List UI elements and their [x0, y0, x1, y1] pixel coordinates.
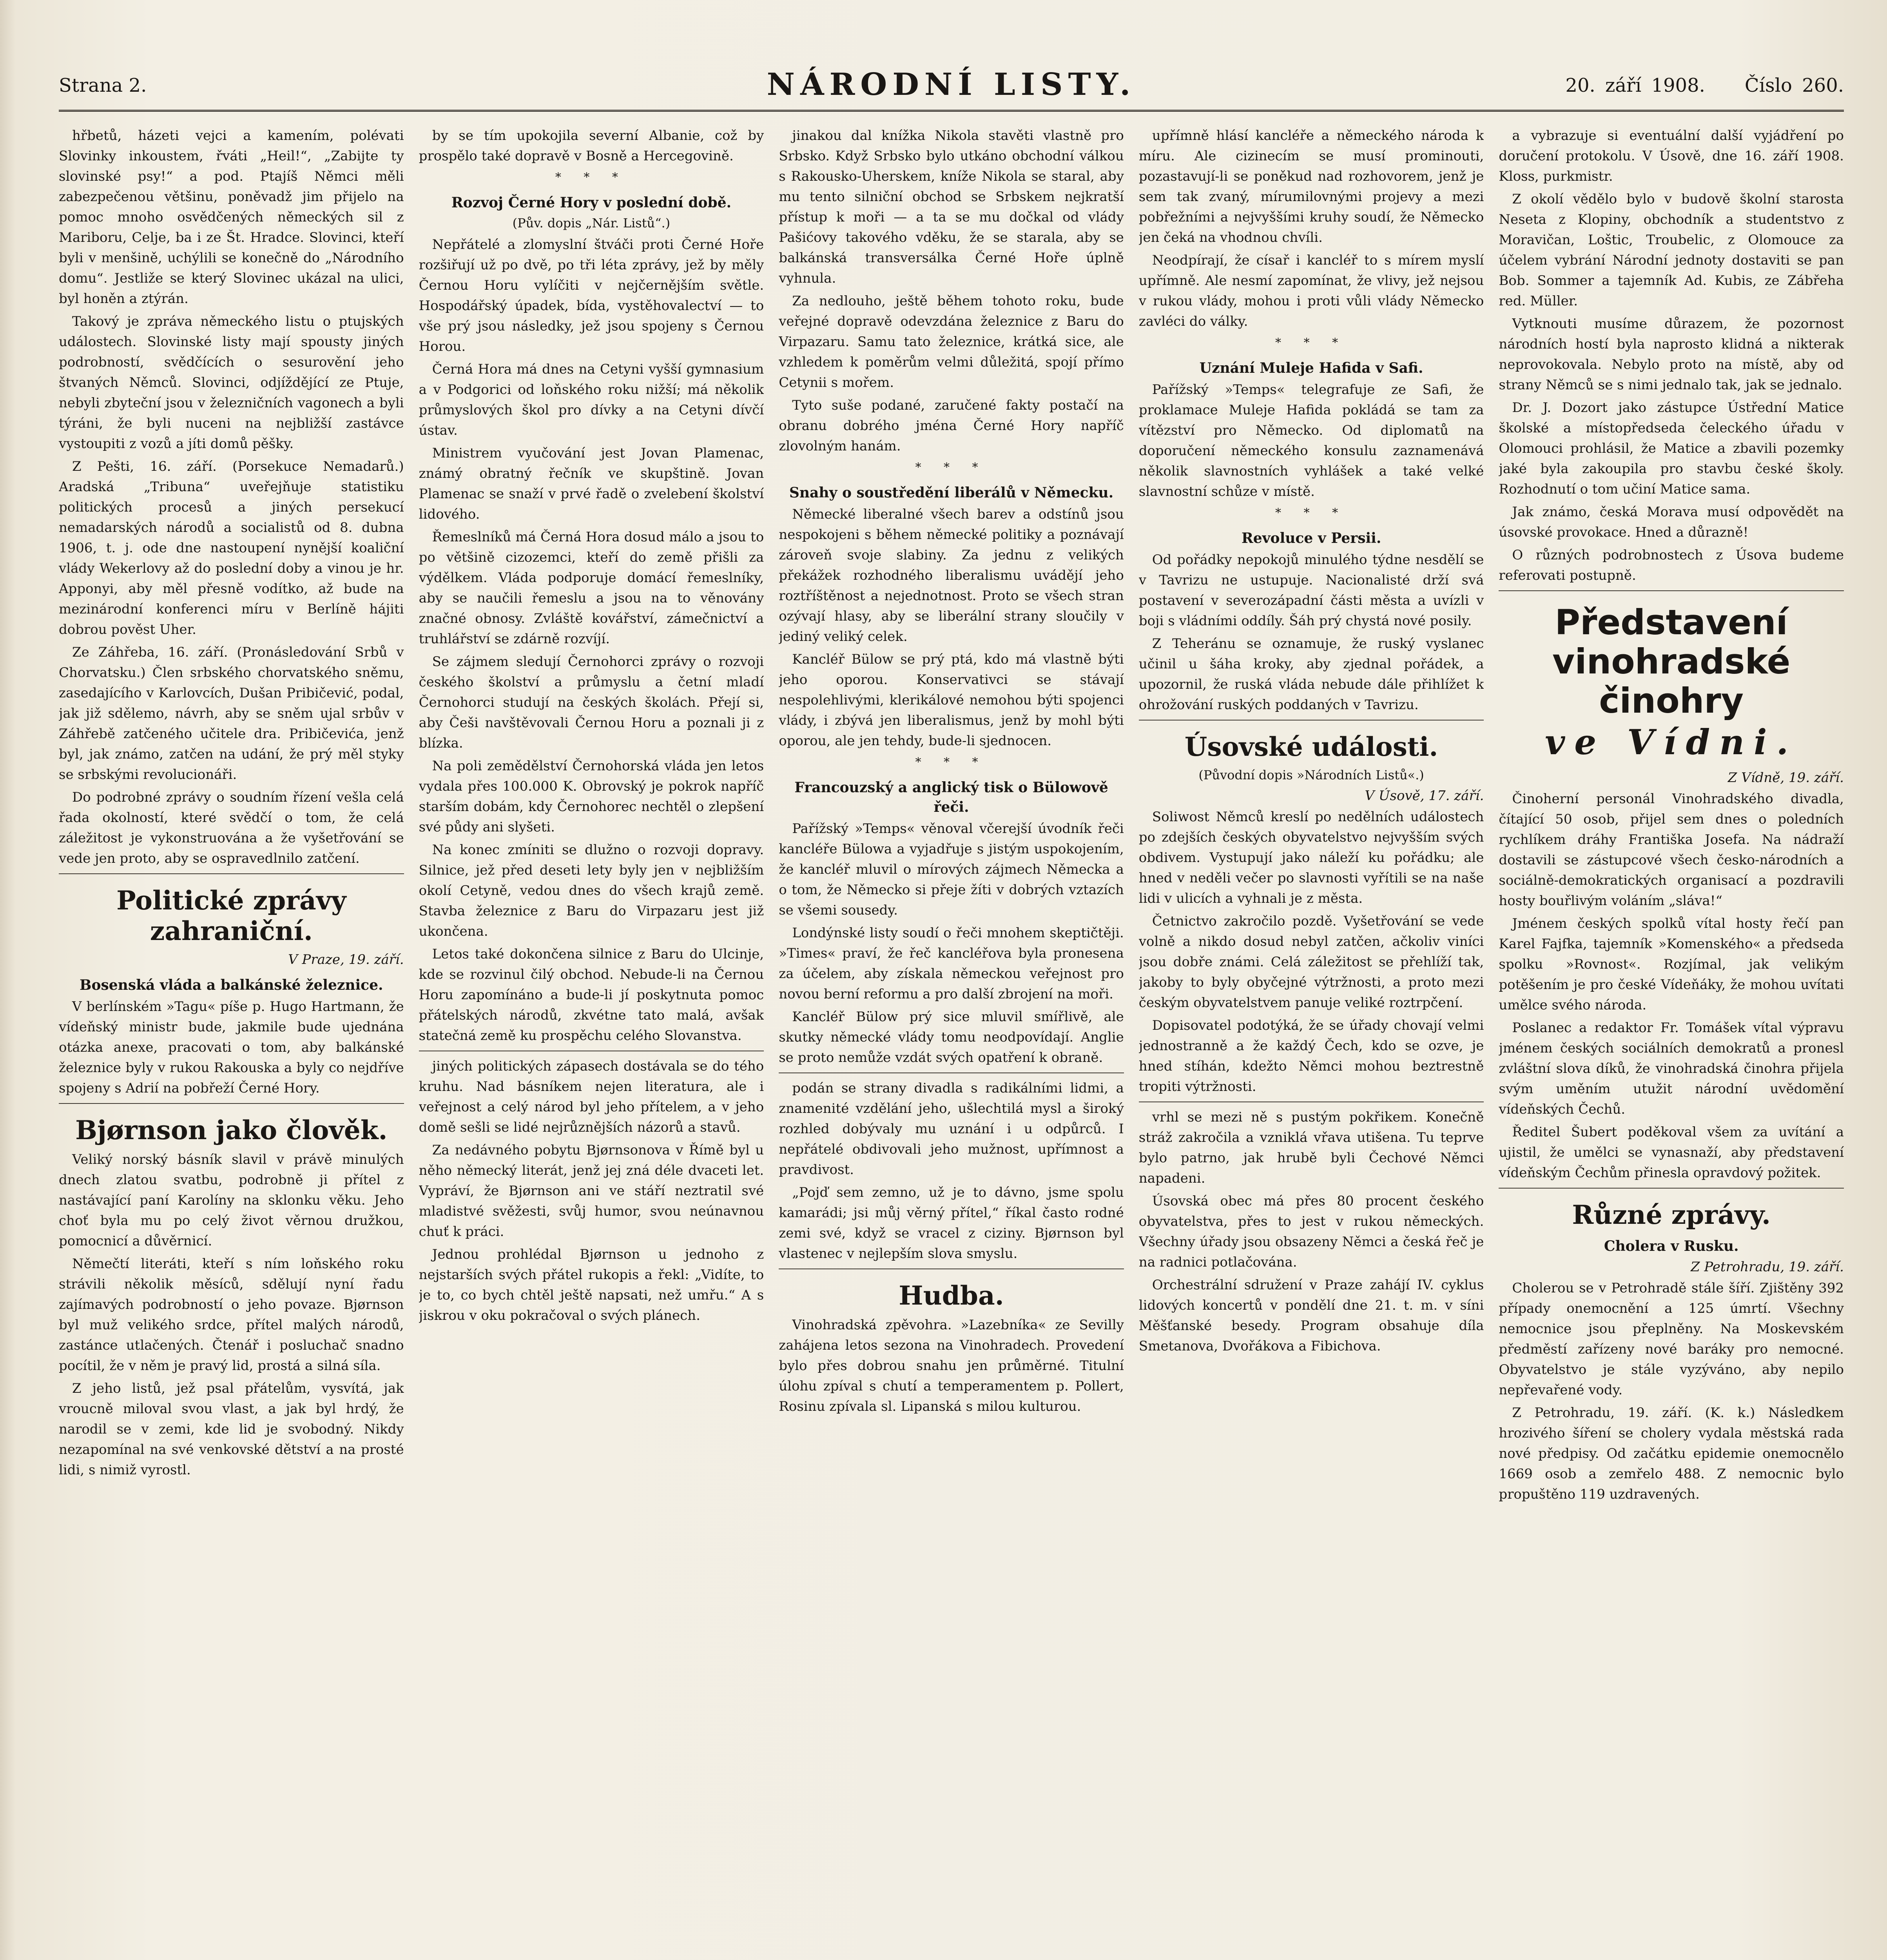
- article-heading: Snahy o soustředění liberálů v Německu.: [789, 485, 1114, 501]
- article-paragraph: Černá Hora má dnes na Cetyni vyšší gymnasium a v Podgorici od loňského roku nižší; má několik průmyslových škol pro dívky a na Cetyni dívčí ústav.: [419, 361, 764, 438]
- article-paragraph: Německé liberalné všech barev a odstínů jsou nespokojeni s během německé politiky a poznávají zároveň svoje slabiny. Za jednu z velikých překážek rozhodného liberalismu uvádějí jeho roztříštěnost a nejednotnost. Proto se všech stran ozývají hlasy, aby se liberální strany sloučily v jediný veliký celek.: [779, 506, 1124, 644]
- article-paragraph: Za nedlouho, ještě během tohoto roku, bude veřejné dopravě odevzdána železnice z Baru do Virpazaru. Samu tato železnice, krátká sice, ale vzhledem k poměrům velmi důležitá, spojí přímo Cetynii s mořem.: [779, 293, 1124, 390]
- dateline: Z Vídně, 19. září.: [1727, 770, 1844, 786]
- article-paragraph: Němečtí literáti, kteří s ním loňského roku strávili několik měsíců, sdělují nyní řadu zajímavých podrobností o jeho povaze. Bjørnson byl muž velikého srdce, přítel malých národů, zastánce utlačených. Čtenář i posluchač snadno pocítil, že v něm je pravý lid, prostá a silná síla.: [59, 1256, 404, 1374]
- article-heading: Cholera v Rusku.: [1604, 1238, 1739, 1254]
- divider: [1499, 590, 1844, 591]
- divider: [59, 873, 404, 874]
- article-paragraph: Letos také dokončena silnice z Baru do Ulcinje, kde se rozvinul čilý obchod. Nebude-li na Černou Horu zapomínáno a bude-li jí poskytnuta pomoc přátelských národů, zkvétne tato malá, avšak statečná země ku prospěchu celého Slovanstva.: [419, 946, 764, 1044]
- article-heading: Revoluce v Persii.: [1241, 530, 1381, 546]
- article-paragraph: Vytknouti musíme důrazem, že pozornost národních hostí byla naprosto klidná a nikterak neprovokovala. Nebylo proto na místě, aby od strany Němců se s nimi jednalo tak, jak se jednalo.: [1499, 316, 1844, 393]
- column-3: [779, 118, 1124, 1960]
- article-paragraph: Z Petrohradu, 19. září. (K. k.) Následkem hrozivého šíření se cholery vydala městská rada nové předpisy. Od začátku epidemie onemocnělo 1669 osob a zemřelo 488. Z nemocnic bylo propuštěno 119 uzdravených.: [1499, 1405, 1844, 1502]
- article-paragraph: Z jeho listů, jež psal přátelům, vysvítá, jak vroucně miloval svou vlast, a jak byl hrdý, že narodil se v zemi, kde lid je svobodný. Nikdy nezapomínal na své venkovské dětství a na prosté lidi, s nimiž vyrostl.: [59, 1381, 404, 1478]
- section-subheading: ve Vídni.: [1545, 722, 1798, 762]
- separator-stars: * * *: [915, 461, 988, 474]
- section-heading: Různé zprávy.: [1572, 1200, 1771, 1230]
- article-paragraph: „Pojď sem zemno, už je to dávno, jsme spolu kamarádi; jsi můj věrný přítel,“ říkal často rodné zemi své, když se vracel z ciziny. Bjørnson byl vlastenec v nejlepším slova smyslu.: [779, 1185, 1124, 1261]
- column-4: [1139, 118, 1484, 1960]
- dateline: Z Petrohradu, 19. září.: [1691, 1259, 1844, 1275]
- article-heading: Bosenská vláda a balkánské železnice.: [80, 977, 383, 993]
- separator-stars: * * *: [915, 755, 988, 769]
- article-paragraph: Jednou prohlédal Bjørnson u jednoho z nejstarších svých přátel rukopis a řekl: „Vidíte, to je to, co bych chtěl ještě napsati, než umřu.“ A s jiskrou v oku pokračoval o svých plánech.: [419, 1247, 764, 1323]
- article-paragraph: Jménem českých spolků vítal hosty řečí pan Karel Fajfka, tajemník »Komenského« a předseda spolku »Rovnost«. Rozjímal, jak velikým potěšením je pro české Vídeňáky, že mohou uvítati umělce svého národa.: [1499, 916, 1844, 1013]
- section-heading: Představení vinohradské činohry: [1552, 602, 1791, 721]
- article-paragraph: Kancléř Bülow se prý ptá, kdo má vlastně býti jeho oporou. Konservativci se stávají nespolehlivými, klerikálové nemohou býti spojenci vlády, i zbývá jen liberalismus, jenž by mohl býti oporou, ale jen tehdy, bude-li sjednocen.: [779, 652, 1124, 749]
- dateline: V Úsově, 17. září.: [1365, 788, 1484, 804]
- article-paragraph: O různých podrobnostech z Úsova budeme referovati postupně.: [1499, 547, 1844, 583]
- section-heading: Hudba.: [899, 1280, 1004, 1311]
- divider: [1499, 1188, 1844, 1189]
- article-paragraph: Za nedávného pobytu Bjørnsonova v Římě byl u něho německý literát, jenž jej zná déle dvaceti let. Vypráví, že Bjørnson ani ve stáří neztratil své mladistvé svěžesti, svůj humor, svou neúnavnou chuť k práci.: [419, 1142, 764, 1240]
- article-paragraph: Ze Záhřeba, 16. září. (Pronásledování Srbů v Chorvatsku.) Člen srbského chorvatského sněmu, zasedajícího v Karlovcích, Dušan Pribičević, podal, jak již sdělemo, návrh, aby se sněm ujal srbův v Záhřebě zatčeného učitele dra. Pribičevića, jenž byl, jak známo, zatčen na udání, že prý měl styky se srbskými revolucionáři.: [59, 644, 404, 782]
- divider: [59, 1103, 404, 1104]
- article-paragraph: Činoherní personál Vinohradského divadla, čítající 50 osob, přijel sem dnes o poledních rychlíkem dráhy Františka Josefa. Na nádraží dostavili se zástupcové všech česko-národních a sociálně-demokratických organisací a pozdravili hosty bouřlivým voláním „slávа!“: [1499, 791, 1844, 909]
- article-paragraph: Soliwost Němců kreslí po nedělních událostech po zdejších českých obyvatelstvo nejvyšším svých obdivem. Vystupují jako náleží ku pořádku; ale hned v neděli večer po slavnosti vyřítili se na naše lidi v ulicích a vyhnali je z města.: [1138, 809, 1484, 906]
- article-paragraph: Orchestrální sdružení v Praze zahájí IV. cyklus lidových koncertů v pondělí dne 21. t. m. v síni Měšťanské besedy. Program obsahuje díla Smetanova, Dvořákova a Fibichova.: [1138, 1277, 1484, 1354]
- article-paragraph: Pařížský »Temps« telegrafuje ze Safi, že proklamace Muleje Hafida pokládá se tam za vítězství pro Německo. Od diplomatů na doporučení německého konsulu zaznamenává několik slavnostních vyhlášek a také velké slavnostní schůze v místě.: [1138, 382, 1484, 499]
- article-paragraph: Četnictvo zakročilo pozdě. Vyšetřování se vede volně a nikdo dosud nebyl zatčen, ačkoliv viníci jsou dobře známi. Celá záležitost se přehlíží tak, jakoby to byly obyčejné výtržnosti, a proto mezi českým obyvatelstvem panuje veliké roztrpčení.: [1138, 913, 1484, 1011]
- section-heading: Bjørnson jako člověk.: [75, 1115, 388, 1145]
- column-2: [419, 118, 764, 1960]
- section-heading: Úsovské události.: [1184, 731, 1438, 762]
- page-edge-shadow: [0, 0, 16, 1960]
- source-note: (Pův. dopis „Nár. Listů“.): [512, 216, 671, 230]
- article-paragraph: Jak známo, česká Morava musí odpovědět na úsovské provokace. Hned a důrazně!: [1499, 504, 1844, 540]
- article-paragraph: Neodpírají, že císař i kancléř to s mírem myslí upřímně. Ale nesmí zapomínat, že vlivy, jež nejsou v rukou vlády, mohou i proti vůli vlády Německo zavléci do války.: [1138, 252, 1484, 329]
- article-paragraph: Ministrem vyučování jest Jovan Plamenac, známý obratný řečník ve skupštině. Jovan Plamenac se snaží v prvé řadě o zvelebení školství lidového.: [419, 445, 764, 522]
- article-paragraph: Tyto suše podané, zaručené fakty postačí na obranu dobrého jména Černé Hory napříč zlovolným hanám.: [779, 397, 1124, 454]
- article-paragraph: Z Pešti, 16. září. (Porsekuce Nemadarů.) Aradská „Tribuna“ uveřejňuje statistiku politických procesů a jiných persekucí nemadarských národů a socialistů od 8. dubna 1906, t. j. ode dne nastoupení nynější koaliční vlády Wekerlovy až do poslední doby a vinou je hr. Apponyi, aby měl přesně vodítko, až bude na mezinárodní konferenci míru v Berlíně hájiti dobrou pověst Uher.: [59, 459, 404, 637]
- separator-stars: * * *: [1275, 336, 1348, 350]
- article-paragraph: by se tím upokojila severní Albanie, což by prospělo také dopravě v Bosně a Hercegovině.: [419, 128, 764, 164]
- article-heading: Francouzský a anglický tisk o Bülowově řeči.: [794, 779, 1108, 815]
- article-paragraph: Od pořádky nepokojů minulého týdne nesdělí se v Tavrizu ne ustupuje. Nacionalisté drží svá postavení v severozápadní části města a uvízli v boji s vládními oddíly. Šáh prý chystá nové posily.: [1138, 552, 1484, 629]
- columns: [59, 118, 1844, 1960]
- article-paragraph: Na konec zmíniti se dlužno o rozvoji dopravy. Silnice, jež před deseti lety byly jen v nejbližším okolí Cetyně, vedou dnes do všech krajů země. Stavba železnice z Baru do Virpazaru jest již ukončena.: [419, 842, 764, 939]
- article-paragraph: upřímně hlásí kancléře a německého národa k míru. Ale cizinecím se musí prominouti, pozastavují-li se poněkud nad rozhovorem, jenž je sem tak zvaný, mírumilovnými projevy a mezi pobřežními a nejvyššími kruhy soudí, že Německo jen čeká na vhodnou chvíli.: [1138, 128, 1484, 245]
- article-paragraph: jinakou dal knížka Nikola stavěti vlastně pro Srbsko. Když Srbsko bylo utkáno obchodní válkou s Rakousko-Uherskem, kníže Nikola se staral, aby mu tento silniční obchod se Srbskem nejkratší přístup k moři — a ta se mu dočkal od vlády Pašićovy takového vděku, že se starala, aby se balkánská transversálka Černé Hoře úplně vyhnula.: [779, 128, 1124, 286]
- article-paragraph: Řemeslníků má Černá Hora dosud málo a jsou to po většině cizozemci, kteří do země přišli za výdělkem. Vláda podporuje domácí řemeslníky, aby se naučili řemeslu a jsou na to věnovány značné obnosy. Zvláště kovářství, zámečnictví a truhlářství se zdárně rozvíjí.: [419, 529, 764, 647]
- article-paragraph: Nepřátelé a zlomyslní štváči proti Černé Hoře rozšiřují už po dvě, po tři léta zprávy, jež by měly Černou Horu vylíčiti v nejčernějším světle. Hospodářský úpadek, bída, vystěhovalectví — to vše prý jsou následky, jež jsou spojeny s Černou Horou.: [419, 237, 764, 354]
- article-paragraph: Do podrobné zprávy o soudním řízení vešla celá řada okolností, které svědčí o tom, že celá záležitost je vykonstruována a že vyšetřování se vede jen proto, aby se ospravedlnilo zatčení.: [59, 789, 404, 866]
- article-paragraph: Se zájmem sledují Černohorci zprávy o rozvoji českého školství a průmyslu a četní mladí Černohorci studují na českých školách. Přejí si, aby Češi navštěvovali Černou Horu a poznali ji z blízka.: [419, 654, 764, 751]
- issue-number: Číslo 260.: [1744, 74, 1844, 96]
- article-paragraph: Dr. J. Dozort jako zástupce Ústřední Matice školské a místopředseda čeleckého úřadu v Olomouci prohlásil, že Matice a zbavili pozemky jaké byla zakoupila pro stavbu české školy. Rozhodnutí o tom učiní Matice sama.: [1499, 400, 1844, 497]
- article-paragraph: Pařížský »Temps« věnoval včerejší úvodník řeči kancléře Bülowa a vyjadřuje s jistým uspokojením, že kancléř mluvil o mírových zájmech Německa a o tom, že Německo si přeje žíti v dobrých vztazích se všemi sousedy.: [779, 821, 1124, 918]
- source-note: (Původní dopis »Národních Listů«.): [1198, 768, 1424, 782]
- article-paragraph: a vybrazuje si eventuální další vyjádření po doručení protokolu. V Úsově, dne 16. září 1908. Kloss, purkmistr.: [1499, 128, 1844, 184]
- article-paragraph: hřbetů, házeti vejci a kamením, polévati Slovinky inkoustem, řváti „Heil!“, „Zabijte ty slovinské psy!“ a pod. Ptajíš Němci měli zabezpečenou většinu, poněvadž jim přijelo na pomoc mnoho osvědčených německých sil z Mariboru, Celje, ba i ze Št. Hradce. Slovinci, kteří byli v menšině, uchýlili se konečně do „Národního domu“. Jestliže se který Slovinec ukázal na ulici, byl honěn a ztýrán.: [59, 128, 404, 307]
- article-paragraph: Kancléř Bülow prý sice mluvil smířlivě, ale skutky německé vlády tomu neodpovídají. Anglie se proto nemůže vzdát svých opatření k obraně.: [779, 1009, 1124, 1065]
- article-paragraph: Poslanec a redaktor Fr. Tomášek vítal výpravu jménem českých sociálních demokratů a pronesl zvláštní slova díků, že vinohradská činohra přijela svým uměním utužit národní uvědomění vídeňských Čechů.: [1499, 1020, 1844, 1117]
- page-number: Strana 2.: [59, 74, 147, 96]
- article-paragraph: Cholerou se v Petrohradě stále šíří. Zjištěny 392 případy onemocnění a 125 úmrtí. Všechny nemocnice jsou přeplněny. Na Moskevském předměstí zařízeny nové baráky pro nemocné. Obyvatelstvo je stále vyzýváno, aby nepilo nepřevařené vody.: [1499, 1280, 1844, 1398]
- article-heading: Rozvoj Černé Hory v poslední době.: [451, 194, 732, 211]
- article-paragraph: Veliký norský básník slavil v právě minulých dnech zlatou svatbu, podrobně ji přítel z nastávající paní Karolíny na sklonku věku. Jeho choť byla mu po celý život věrnou družkou, pomocnicí a důvěrnicí.: [59, 1152, 404, 1249]
- article-paragraph: Z okolí vědělo bylo v budově školní starosta Neseta z Klopiny, obchodník a studentstvo z Moravičan, Loštic, Troubelic, z Olomouce za účelem vybrání Národní jednoty dostaviti se pan Bob. Sommer a tajemník Ad. Kubis, ze Zábřeha red. Müller.: [1499, 191, 1844, 309]
- article-paragraph: Takový je zpráva německého listu o ptujských událostech. Slovinské listy mají spousty jiných podrobností, svědčících o sesurovění jeho štvaných Němců. Slovinci, odjíždějící ze Ptuje, nebyli zbyteční jsou v železničních vagonech a byli týráni, že byli nuceni na nejbližší zastávce vystoupiti z vozů a jíti domů pěšky.: [59, 314, 404, 452]
- separator-stars: * * *: [1275, 506, 1348, 520]
- article-paragraph: podán se strany divadla s radikálními lidmi, a znamenité vzdělání jeho, ušlechtilá mysl a široký rozhled dobývaly mu uznání i u odpůrců. I nepřátelé obdivovali jeho mužnost, upřímnost a pravdivost.: [779, 1080, 1124, 1178]
- article-paragraph: Vinohradská zpěvohra. »Lazebníka« ze Sevilly zahájena letos sezona na Vinohradech. Provedení bylo přes dobrou snahu jen průměrné. Titulní úlohu zpíval s chutí a temperamentem p. Pollert, Rosinu zpívala sl. Lipanská s milou kulturou.: [779, 1317, 1124, 1414]
- column-5: [1499, 118, 1844, 1960]
- date-text: 20. září 1908.: [1565, 74, 1705, 96]
- article-paragraph: Ředitel Šubert poděkoval všem za uvítání a ujistil, že umělci se vynasnaží, aby představení vídeňským Čechům přinesla opravdový požitek.: [1499, 1124, 1844, 1181]
- section-heading: Politické zprávy zahraniční.: [116, 885, 346, 946]
- article-paragraph: Z Teheránu se oznamuje, že ruský vyslanec učinil u šáha kroky, aby zjednal pořádek, a upozornil, že ruská vláda nebude dále přihlížet k ohrožování ruských poddaných v Tavrizu.: [1138, 636, 1484, 713]
- article-heading: Uznání Muleje Hafida v Safi.: [1199, 360, 1423, 376]
- article-paragraph: Na poli zemědělství Černohorská vláda jen letos vydala přes 100.000 K. Obrovský je pokrok napříč starším dobám, kdy Černohorec nechtěl o zlepšení své půdy ani slyšeti.: [419, 758, 764, 835]
- article-paragraph: V berlínském »Tagu« píše p. Hugo Hartmann, že vídeňský ministr bude, jakmile bude ujednána otázka anexe, pracovati o tom, aby balkánské železnice byly v rukou Rakouska a byly co nejdříve spojeny s Adrií na pobřeží Černé Hory.: [59, 999, 404, 1096]
- article-paragraph: Londýnské listy soudí o řeči mnohem skeptičtěji. »Times« praví, že řeč kancléřova byla pronesena za účelem, aby získala německou veřejnost pro novou berní reformu a pro další zbrojení na moři.: [779, 925, 1124, 1002]
- article-paragraph: Úsovská obec má přes 80 procent českého obyvatelstva, přes to jest v rukou německých. Všechny úřady jsou obsazeny Němci a česká řeč je na radnici potlačována.: [1138, 1193, 1484, 1270]
- masthead-rule: [59, 110, 1844, 112]
- article-paragraph: vrhl se mezi ně s pustým pokřikem. Konečně stráž zakročila a vzniklá vřava utišena. Tu teprve bylo patrno, jak hrubě byli Čechové Němci napadeni.: [1138, 1109, 1484, 1186]
- dateline: V Praze, 19. září.: [288, 952, 404, 967]
- article-paragraph: Dopisovatel podotýká, že se úřady chovají velmi jednostranně a že každý Čech, kdo se ozve, je hned stíhán, kdežto Němci mohou beztrestně tropiti výtržnosti.: [1138, 1018, 1484, 1094]
- issue-date: [1565, 74, 1844, 96]
- column-1: [59, 118, 404, 1960]
- article-paragraph: jiných politických zápasech dostávala se do tého kruhu. Nad básníkem nejen literatura, ale i veřejnost a celý národ byl jeho přítelem, a v jeho domě sešli se lidé nejrůznějších názorů a stavů.: [419, 1058, 764, 1135]
- newspaper-title: NÁRODNÍ LISTY.: [767, 67, 1136, 102]
- separator-stars: * * *: [555, 171, 627, 184]
